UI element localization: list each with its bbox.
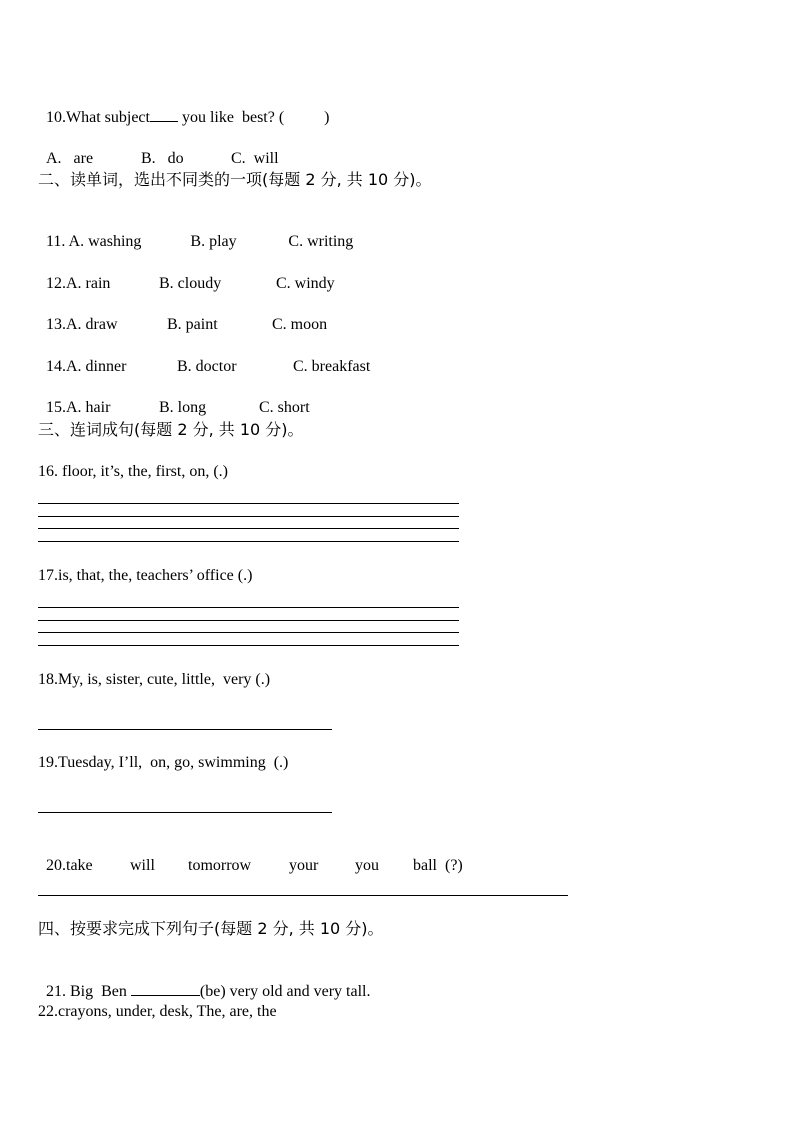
option-b[interactable]: B. cloudy xyxy=(159,275,222,292)
answer-line[interactable] xyxy=(38,541,459,542)
question-20 xyxy=(38,836,463,876)
word: 20.take xyxy=(46,857,93,874)
word: you xyxy=(355,857,379,874)
question-number: 14 xyxy=(46,358,62,375)
option-c[interactable]: C. breakfast xyxy=(293,358,371,375)
question-number: 11 xyxy=(46,233,62,250)
answer-blank[interactable] xyxy=(131,981,200,996)
question-10-prefix: 10.What subject xyxy=(46,109,150,126)
answer-line[interactable] xyxy=(38,607,459,608)
word: ball (?) xyxy=(413,857,463,874)
question-21 xyxy=(38,961,371,1002)
option-c[interactable]: C. moon xyxy=(272,316,328,333)
option-a[interactable]: .A. dinner xyxy=(62,358,127,375)
question-16: 16. floor, it’s, the, first, on, (.) xyxy=(38,463,228,480)
question-21-prefix: 21. Big Ben xyxy=(46,983,131,1000)
question-18: 18.My, is, sister, cute, little, very (.) xyxy=(38,671,271,688)
answer-line[interactable] xyxy=(38,620,459,621)
question-10-suffix: you like best? ( ) xyxy=(177,109,330,126)
option-b[interactable]: B. play xyxy=(190,233,237,250)
section-2-title: 二、读单词，选出不同类的一项(每题 2 分, 共 10 分)。 xyxy=(38,170,432,189)
question-12 xyxy=(38,254,335,294)
answer-line[interactable] xyxy=(38,632,459,633)
question-10-options xyxy=(38,129,279,169)
answer-line[interactable] xyxy=(38,729,332,730)
option-b[interactable]: B. paint xyxy=(167,316,218,333)
question-number: 12 xyxy=(46,275,62,292)
answer-blank[interactable] xyxy=(150,107,178,122)
option-a[interactable]: .A. rain xyxy=(62,275,111,292)
question-10 xyxy=(38,87,330,128)
answer-line[interactable] xyxy=(38,516,459,517)
word: will xyxy=(130,857,155,874)
question-13 xyxy=(38,295,327,335)
option-c[interactable]: C. windy xyxy=(276,275,335,292)
option-b[interactable]: B. doctor xyxy=(177,358,237,375)
word: tomorrow xyxy=(188,857,252,874)
question-21-suffix: (be) very old and very tall. xyxy=(199,983,371,1000)
word: your xyxy=(289,857,319,874)
option-a[interactable]: A. are xyxy=(46,150,94,167)
question-number: 13 xyxy=(46,316,62,333)
question-17: 17.is, that, the, teachers’ office (.) xyxy=(38,567,253,584)
option-c[interactable]: C. writing xyxy=(288,233,354,250)
answer-line[interactable] xyxy=(38,895,568,896)
option-a[interactable]: .A. draw xyxy=(62,316,118,333)
option-a[interactable]: . A. washing xyxy=(61,233,142,250)
option-a[interactable]: .A. hair xyxy=(62,399,111,416)
option-b[interactable]: B. do xyxy=(141,150,184,167)
answer-line[interactable] xyxy=(38,528,459,529)
question-11 xyxy=(38,212,353,252)
question-19: 19.Tuesday, I’ll, on, go, swimming (.) xyxy=(38,754,289,771)
question-number: 15 xyxy=(46,399,62,416)
option-c[interactable]: C. will xyxy=(231,150,279,167)
answer-line[interactable] xyxy=(38,812,332,813)
section-3-title: 三、连词成句(每题 2 分, 共 10 分)。 xyxy=(38,420,304,439)
answer-line[interactable] xyxy=(38,645,459,646)
option-b[interactable]: B. long xyxy=(159,399,207,416)
answer-line[interactable] xyxy=(38,503,459,504)
question-15 xyxy=(38,378,310,418)
section-4-title: 四、按要求完成下列句子(每题 2 分, 共 10 分)。 xyxy=(38,919,384,938)
question-14 xyxy=(38,337,370,377)
question-22: 22.crayons, under, desk, The, are, the xyxy=(38,1003,277,1020)
option-c[interactable]: C. short xyxy=(259,399,310,416)
